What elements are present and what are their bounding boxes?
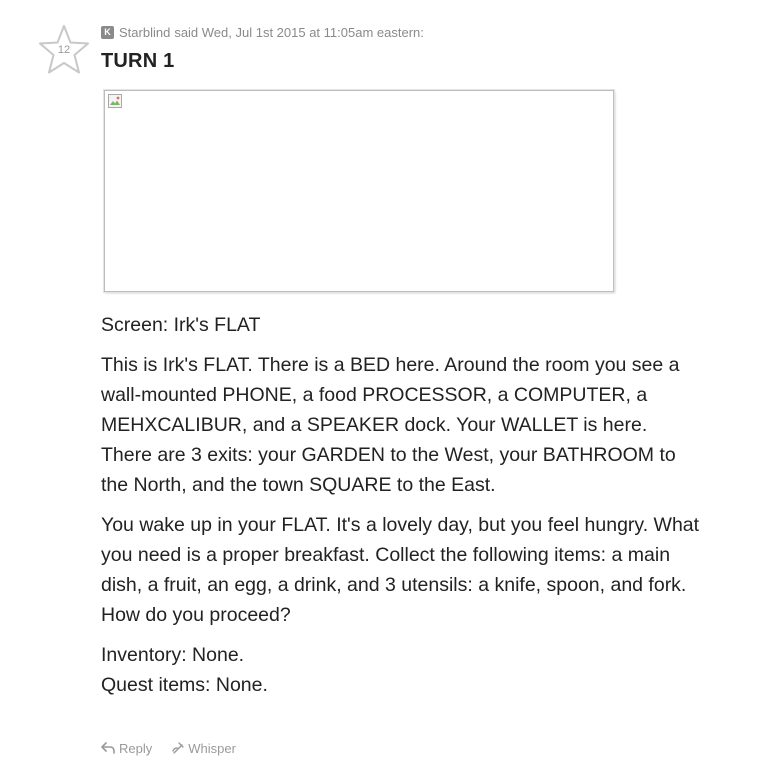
reply-label: Reply	[119, 740, 153, 756]
post-body	[101, 310, 701, 710]
broken-image-icon	[108, 94, 122, 108]
screen-line: Screen: Irk's FLAT	[101, 314, 261, 336]
room-description: This is Irk's FLAT. There is a BED here. Around the room you see a wall-mounted PHONE, a food PROCESSOR, a COMPUTER, a MEHXCALIBUR, and a SPEAKER dock. Your WALLET is here. There are 3 exits: your GARDEN to the West, your BATHROOM to the North, and the town SQUARE to the East.	[101, 354, 680, 496]
whisper-icon	[172, 742, 184, 754]
whisper-button[interactable]	[172, 741, 236, 756]
star-count: 12	[57, 44, 71, 56]
post-image	[104, 90, 614, 292]
star-vote-badge[interactable]	[38, 24, 90, 76]
inventory-block	[101, 640, 701, 700]
post-meta	[101, 24, 424, 40]
author-name[interactable]: Starblind	[119, 24, 171, 40]
reply-arrow-icon	[101, 742, 115, 754]
reply-button[interactable]	[101, 741, 152, 756]
post-title: TURN 1	[101, 50, 175, 72]
user-icon[interactable]: K	[101, 26, 114, 39]
post-actions	[101, 739, 256, 757]
quest-items-line: Quest items: None.	[101, 674, 268, 696]
whisper-label: Whisper	[188, 740, 236, 756]
story-paragraph: You wake up in your FLAT. It's a lovely day, but you feel hungry. What you need is a proper breakfast. Collect the following items: a main dish, a fruit, an egg, a drink, and 3 utensils: a knife, spoon, and fork. How do you proceed?	[101, 514, 700, 626]
inventory-line: Inventory: None.	[101, 644, 245, 666]
post-timestamp: said Wed, Jul 1st 2015 at 11:05am eastern:	[174, 24, 424, 40]
